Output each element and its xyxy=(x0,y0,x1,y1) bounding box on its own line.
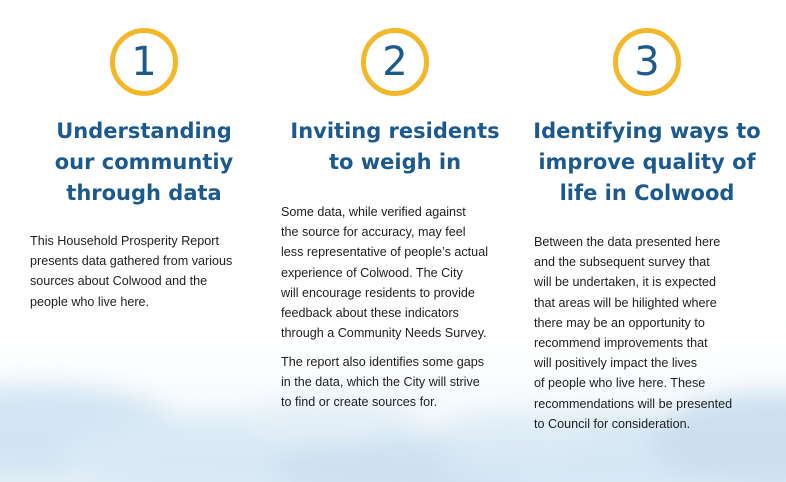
paragraph-line: through a Community Needs Survey. xyxy=(281,326,487,341)
paragraph-line: will be undertaken, it is expected xyxy=(534,275,717,290)
paragraph-line: of people who live here. These xyxy=(534,376,706,391)
step-2-number-circle xyxy=(361,28,429,96)
paragraph-line: less representative of people’s actual xyxy=(281,245,488,260)
heading-line: Inviting residents xyxy=(290,119,500,143)
paragraph-line: presents data gathered from various xyxy=(30,254,233,269)
paragraph-line: Between the data presented here xyxy=(534,235,721,249)
step-2-heading xyxy=(280,116,510,178)
paragraph-line: the source for accuracy, may feel xyxy=(281,225,466,240)
paragraph-line: Some data, while verified against xyxy=(281,205,466,219)
paragraph-line: experience of Colwood. The City xyxy=(281,265,463,280)
paragraph-line: there may be an opportunity to xyxy=(534,315,705,330)
step-2-paragraph xyxy=(281,202,488,343)
paragraph-line: recommendations will be presented xyxy=(534,396,733,411)
heading-line: Identifying ways to xyxy=(533,119,761,143)
step-3-paragraph xyxy=(534,232,732,434)
paragraph-line: in the data, which the City will strive xyxy=(281,375,480,390)
heading-line: life in Colwood xyxy=(559,181,735,205)
paragraph-line: This Household Prosperity Report xyxy=(30,234,219,248)
step-3-number-circle xyxy=(613,28,681,96)
heading-line: Understanding xyxy=(56,119,232,143)
paragraph-line: sources about Colwood and the xyxy=(30,274,208,289)
paragraph-line: and the subsequent survey that xyxy=(534,255,710,270)
heading-line: improve quality of xyxy=(538,150,756,174)
paragraph-line: will positively impact the lives xyxy=(534,356,698,371)
paragraph-line: people who live here. xyxy=(30,294,150,309)
step-3-heading xyxy=(527,116,767,209)
step-1-heading xyxy=(34,116,254,209)
paragraph-line: feedback about these indicators xyxy=(281,306,459,321)
paragraph-line: to find or create sources for. xyxy=(281,395,438,410)
heading-line: our communtiy xyxy=(54,150,234,174)
heading-line: to weigh in xyxy=(328,150,462,174)
paragraph-line: recommend improvements that xyxy=(534,336,708,351)
step-1-number: 1 xyxy=(131,39,157,85)
step-1-paragraph xyxy=(30,231,232,312)
paragraph-line: The report also identifies some gaps xyxy=(281,355,485,369)
step-3-number: 3 xyxy=(634,39,660,85)
step-1-number-circle xyxy=(110,28,178,96)
paragraph-line: will encourage residents to provide xyxy=(281,285,475,300)
paragraph-line: to Council for consideration. xyxy=(534,416,691,431)
step-2-number: 2 xyxy=(382,39,408,85)
paragraph-line: that areas will be hilighted where xyxy=(534,295,717,310)
heading-line: through data xyxy=(66,181,222,205)
step-2-paragraph-2 xyxy=(281,352,484,413)
